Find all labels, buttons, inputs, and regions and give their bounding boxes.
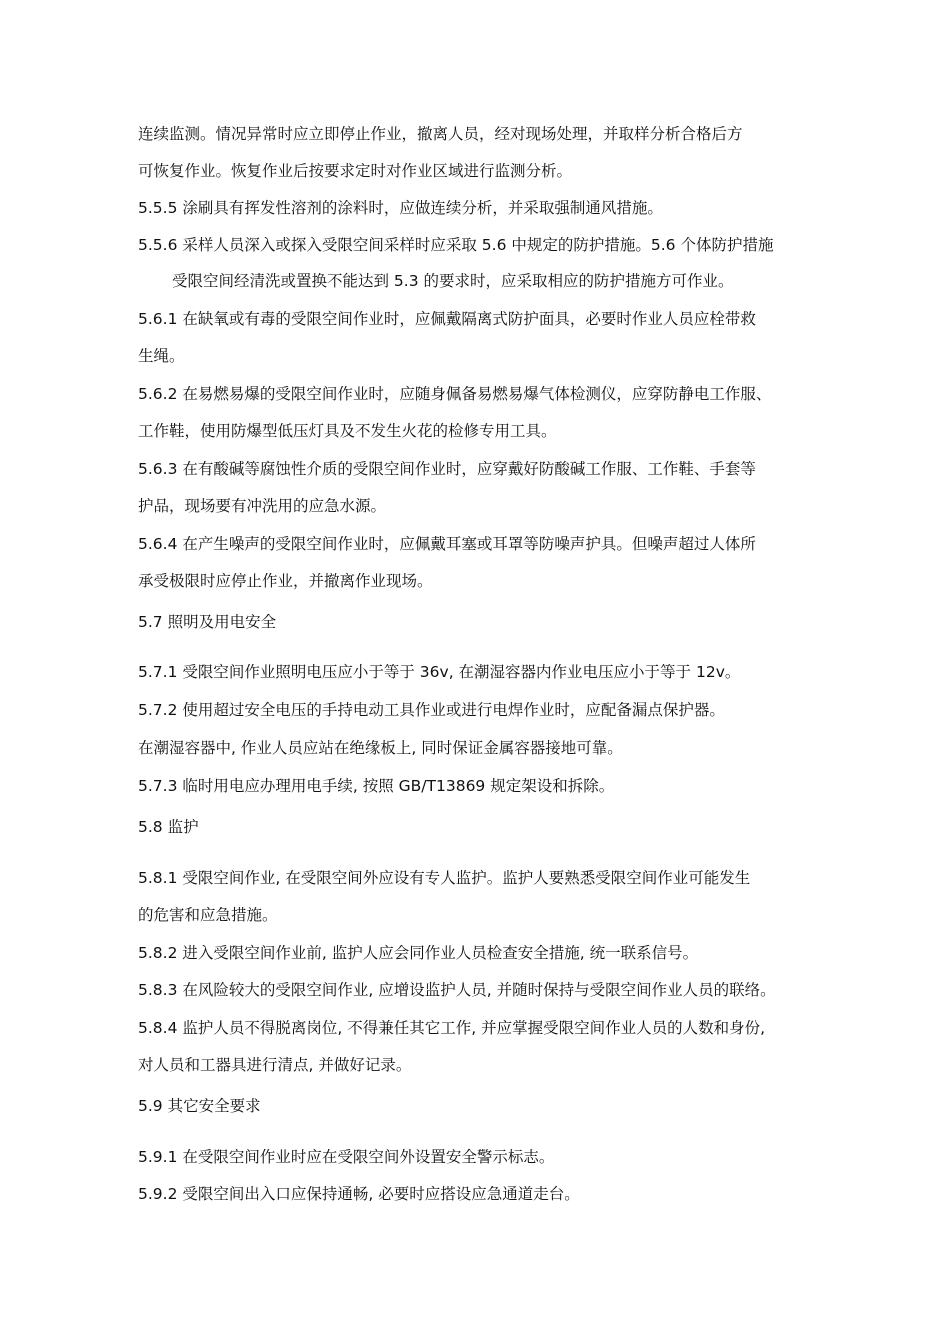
text-line: 在潮湿容器中, 作业人员应站在绝缘板上, 同时保证金属容器接地可靠。 bbox=[138, 739, 623, 757]
text-line: 5.6.3 在有酸碱等腐蚀性介质的受限空间作业时，应穿戴好防酸碱工作服、工作鞋、手套等 bbox=[138, 460, 756, 478]
text-line: 对人员和工器具进行清点, 并做好记录。 bbox=[138, 1056, 412, 1074]
section-heading: 5.9 其它安全要求 bbox=[138, 1097, 261, 1115]
text-line: 5.7.1 受限空间作业照明电压应小于等于 36v, 在潮湿容器内作业电压应小于等于 12v。 bbox=[138, 663, 741, 681]
text-line: 5.5.6 采样人员深入或探入受限空间采样时应采取 5.6 中规定的防护措施。5.6 个体防护措施 bbox=[138, 236, 774, 254]
text-line: 5.5.5 涂刷具有挥发性溶剂的涂料时，应做连续分析，并采取强制通风措施。 bbox=[138, 199, 663, 217]
text-line: 5.8.3 在风险较大的受限空间作业, 应增设监护人员, 并随时保持与受限空间作业人员的联络。 bbox=[138, 981, 776, 999]
text-line: 5.8.1 受限空间作业, 在受限空间外应设有专人监护。监护人要熟悉受限空间作业可能发生 bbox=[138, 869, 751, 887]
text-line: 承受极限时应停止作业，并撤离作业现场。 bbox=[138, 572, 433, 590]
text-line: 5.6.1 在缺氧或有毒的受限空间作业时，应佩戴隔离式防护面具，必要时作业人员应栓带救 bbox=[138, 310, 756, 328]
text-line: 5.7.3 临时用电应办理用电手续, 按照 GB/T13869 规定架设和拆除。 bbox=[138, 777, 615, 795]
text-line: 工作鞋，使用防爆型低压灯具及不发生火花的检修专用工具。 bbox=[138, 422, 557, 440]
text-line: 5.6.2 在易燃易爆的受限空间作业时，应随身佩备易燃易爆气体检测仪，应穿防静电工作服、 bbox=[138, 385, 772, 403]
text-line: 生绳。 bbox=[138, 347, 185, 365]
text-line: 5.6.4 在产生噪声的受限空间作业时，应佩戴耳塞或耳罩等防噪声护具。但噪声超过人体所 bbox=[138, 535, 756, 553]
text-line: 5.8.4 监护人员不得脱离岗位, 不得兼任其它工作, 并应掌握受限空间作业人员的人数和身份, bbox=[138, 1019, 766, 1037]
text-line: 5.9.2 受限空间出入口应保持通畅, 必要时应搭设应急通道走台。 bbox=[138, 1185, 580, 1203]
text-line: 5.8.2 进入受限空间作业前, 监护人应会同作业人员检查安全措施, 统一联系信号。 bbox=[138, 944, 699, 962]
section-heading: 5.8 监护 bbox=[138, 818, 199, 836]
text-line: 5.7.2 使用超过安全电压的手持电动工具作业或进行电焊作业时，应配备漏点保护器。 bbox=[138, 701, 725, 719]
section-heading: 5.7 照明及用电安全 bbox=[138, 613, 277, 631]
text-line: 连续监测。情况异常时应立即停止作业，撤离人员，经对现场处理，并取样分析合格后方 bbox=[138, 125, 743, 143]
text-line: 受限空间经清洗或置换不能达到 5.3 的要求时，应采取相应的防护措施方可作业。 bbox=[172, 272, 734, 290]
text-line: 可恢复作业。恢复作业后按要求定时对作业区域进行监测分析。 bbox=[138, 162, 573, 180]
text-line: 的危害和应急措施。 bbox=[138, 906, 278, 924]
text-line: 5.9.1 在受限空间作业时应在受限空间外设置安全警示标志。 bbox=[138, 1148, 555, 1166]
text-line: 护品，现场要有冲洗用的应急水源。 bbox=[138, 497, 387, 515]
